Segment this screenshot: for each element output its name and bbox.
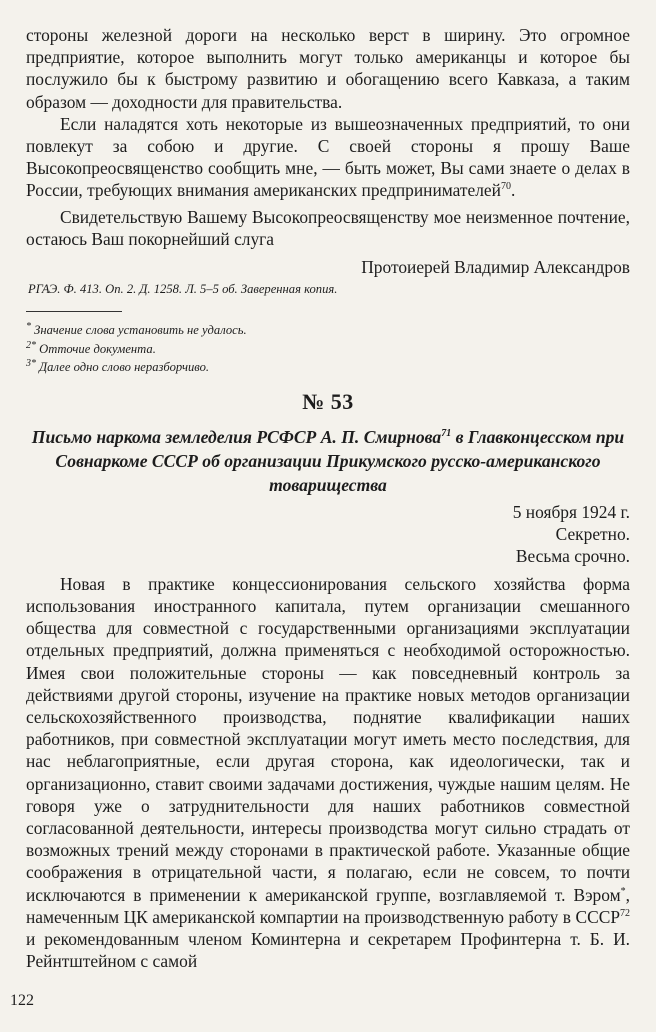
letter-paragraph-2-end: . <box>510 180 516 201</box>
document-body-part-3: и рекомендованным членом Коминтерна и секретарем Профинтерна т. Б. И. Рейнтштейном с самой <box>26 929 630 972</box>
letter-paragraph-2-text: Если наладятся хоть некоторые из вышеозначенных предприятий, то они повлекут за собою и другие. С своей стороны я прошу Ваше Высокопреосвященство сообщить мне, — быть может, Вы сами знаете о делах в России, требующих внимания американских предпринимателей <box>26 113 630 201</box>
document-urgency: Весьма срочно. <box>515 545 630 566</box>
note-ref-71: 71 <box>441 427 452 439</box>
footnote-mark: 3* <box>26 358 36 370</box>
document-body <box>26 573 630 973</box>
document-classification: Секретно. <box>555 523 630 544</box>
document-body-part-2: , намеченным ЦК американской компартии на производственную работу в СССР <box>26 884 630 927</box>
note-ref-72: 72 <box>620 908 630 920</box>
body-footnote-mark: * <box>620 885 626 897</box>
footnote-divider <box>26 311 122 312</box>
footnote-text: Значение слова установить не удалось. <box>31 323 247 338</box>
footnote-2 <box>26 340 630 359</box>
letter-signature: Протоиерей Владимир Александров <box>361 257 630 278</box>
page-content <box>26 24 630 972</box>
note-ref-70: 70 <box>500 181 511 193</box>
page-number: 122 <box>10 992 34 1009</box>
document-body-part-1: Новая в практике концессионирования сельского хозяйства форма использования иностранного капитала, путем организации смешанного общества для совместной с государственными организациями эксплуатации отдельных предприятий, должна применяться с необходимой осторожностью. Имея свои положительные стороны — как повседневный контроль за действиями другой стороны, изучение на практике новых методов организации сельскохозяйственного производства, поднятие квалификации наших работников, при совместной эксплуатации могут иметь место последствия, для нас неблагоприятные, если другая сторона, как идеологически, так и организационно, ставит своими задачами достижения, чуждые нашим целям. Не говоря уже о затруднительности для наших работников совместной согласованной деятельности, интересы производства могут сильно страдать от возможных трений между сторонами в практической работе. Указанные общие соображения в отрицательной части, я полагаю, если не совсем, то почти исключаются в применении к американской группе, возглавляемой т. Вэром <box>26 573 630 905</box>
footnote-text: Отточие документа. <box>36 341 156 356</box>
document-title <box>26 425 630 497</box>
document-title-part-2: в Главконцесском при Совнаркоме СССР об организации Прикумского русско-американского товарищества <box>55 426 625 495</box>
letter-paragraph-1: стороны железной дороги на несколько верст в ширину. Это огромное предприятие, которое выполнить могут только американцы и которое бы послужило бы к быстрому развитию и обогащению всего Кавказа, а таким образом — доходности для правительства. <box>26 25 630 112</box>
footnote-1 <box>26 321 630 340</box>
document-title-part-1: Письмо наркома земледелия РСФСР А. П. Смирнова <box>31 426 442 447</box>
letter-paragraph-3: Свидетельствую Вашему Высокопреосвященству мое неизменное почтение, остаюсь Ваш покорнейший слуга <box>26 206 630 249</box>
footnote-mark: 2* <box>26 339 36 351</box>
footnote-text: Далее одно слово неразборчиво. <box>36 360 210 375</box>
document-number: № 53 <box>302 388 354 414</box>
document-date: 5 ноября 1924 г. <box>512 501 630 522</box>
footnote-3 <box>26 358 630 377</box>
letter-paragraph-2 <box>26 113 630 202</box>
footnote-mark: * <box>26 320 31 332</box>
archive-reference: РГАЭ. Ф. 413. Оп. 2. Д. 1258. Л. 5–5 об. Заверенная копия. <box>28 282 338 297</box>
